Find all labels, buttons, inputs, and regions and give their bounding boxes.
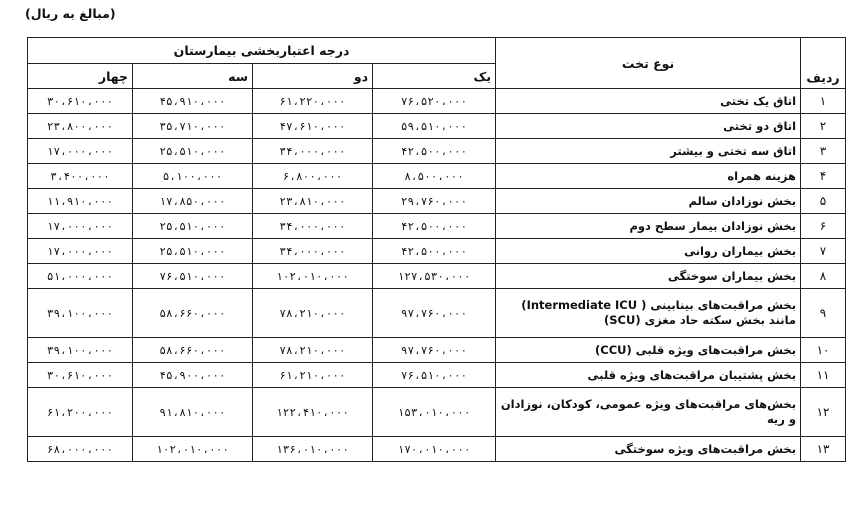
grade-one-price: ۲۹،۷۶۰،۰۰۰ — [373, 189, 496, 214]
grade-four-price: ۳۰،۶۱۰،۰۰۰ — [28, 89, 133, 114]
table-row — [28, 189, 846, 214]
grade-one-price: ۸،۵۰۰،۰۰۰ — [373, 164, 496, 189]
bed-type-cell: بخش نوزادان بیمار سطح دوم — [496, 214, 801, 239]
row-number: ۱۰ — [801, 338, 846, 363]
bed-type-cell: بخش مراقبت‌های ویژه قلبی (CCU) — [496, 338, 801, 363]
table-row — [28, 264, 846, 289]
grade-three-price: ۵۸،۶۶۰،۰۰۰ — [133, 289, 253, 338]
bed-type-cell: اتاق دو تختی — [496, 114, 801, 139]
bed-type-cell: بخش پشتیبان مراقبت‌های ویژه قلبی — [496, 363, 801, 388]
grade-three-price: ۴۵،۹۱۰،۰۰۰ — [133, 89, 253, 114]
row-number: ۱۳ — [801, 437, 846, 462]
grade-two-price: ۳۴،۰۰۰،۰۰۰ — [253, 139, 373, 164]
table-row — [28, 139, 846, 164]
row-number: ۶ — [801, 214, 846, 239]
bed-type-cell: اتاق یک تختی — [496, 89, 801, 114]
grade-two-price: ۴۷،۶۱۰،۰۰۰ — [253, 114, 373, 139]
grade-three-price: ۱۷،۸۵۰،۰۰۰ — [133, 189, 253, 214]
table-row — [28, 289, 846, 338]
grade-two-price: ۳۴،۰۰۰،۰۰۰ — [253, 214, 373, 239]
grade-one-price: ۱۷۰،۰۱۰،۰۰۰ — [373, 437, 496, 462]
grade-four-price: ۶۸،۰۰۰،۰۰۰ — [28, 437, 133, 462]
grade-three-price: ۱۰۲،۰۱۰،۰۰۰ — [133, 437, 253, 462]
grade-one-price: ۱۵۳،۰۱۰،۰۰۰ — [373, 388, 496, 437]
amounts-unit-note: (مبالغ به ریال) — [25, 6, 116, 21]
bed-type-cell: بخش مراقبت‌های بینابینی ( Intermediate ICU) مانند بخش سکته حاد مغزی (SCU) — [496, 289, 801, 338]
grade-four-price: ۳۰،۶۱۰،۰۰۰ — [28, 363, 133, 388]
row-number: ۱ — [801, 89, 846, 114]
row-number-header: ردیف — [801, 38, 846, 89]
grade-two-price: ۷۸،۲۱۰،۰۰۰ — [253, 338, 373, 363]
table-row — [28, 388, 846, 437]
bed-tariff-table — [27, 37, 846, 462]
grade-four-price: ۳،۴۰۰،۰۰۰ — [28, 164, 133, 189]
grade-three-price: ۲۵،۵۱۰،۰۰۰ — [133, 214, 253, 239]
grade-one-price: ۴۲،۵۰۰،۰۰۰ — [373, 239, 496, 264]
table-row — [28, 338, 846, 363]
bed-type-cell: اتاق سه تختی و بیشتر — [496, 139, 801, 164]
table-body — [28, 89, 846, 462]
row-number: ۱۲ — [801, 388, 846, 437]
grade-one-price: ۹۷،۷۶۰،۰۰۰ — [373, 338, 496, 363]
grade-three-price: ۷۶،۵۱۰،۰۰۰ — [133, 264, 253, 289]
bed-type-cell: بخش بیماران سوختگی — [496, 264, 801, 289]
grade-three-price: ۵۸،۶۶۰،۰۰۰ — [133, 338, 253, 363]
grade-four-header: چهار — [28, 64, 133, 89]
grade-one-header: یک — [373, 64, 496, 89]
grade-one-price: ۴۲،۵۰۰،۰۰۰ — [373, 139, 496, 164]
row-number: ۷ — [801, 239, 846, 264]
table-row — [28, 437, 846, 462]
grade-one-price: ۵۹،۵۱۰،۰۰۰ — [373, 114, 496, 139]
table-row — [28, 114, 846, 139]
row-number: ۵ — [801, 189, 846, 214]
grade-two-price: ۶۱،۲۲۰،۰۰۰ — [253, 89, 373, 114]
bed-type-header: نوع تخت — [496, 38, 801, 89]
bed-type-cell: بخش‌های مراقبت‌های ویژه عمومی، کودکان، نوزادان و ریه — [496, 388, 801, 437]
grade-two-price: ۱۳۶،۰۱۰،۰۰۰ — [253, 437, 373, 462]
bed-type-cell: بخش بیماران روانی — [496, 239, 801, 264]
grade-three-price: ۲۵،۵۱۰،۰۰۰ — [133, 139, 253, 164]
grade-three-price: ۵،۱۰۰،۰۰۰ — [133, 164, 253, 189]
grade-four-price: ۵۱،۰۰۰،۰۰۰ — [28, 264, 133, 289]
bed-type-cell: هزینه همراه — [496, 164, 801, 189]
grade-one-price: ۹۷،۷۶۰،۰۰۰ — [373, 289, 496, 338]
grade-two-price: ۲۳،۸۱۰،۰۰۰ — [253, 189, 373, 214]
grade-four-price: ۳۹،۱۰۰،۰۰۰ — [28, 289, 133, 338]
grade-four-price: ۱۷،۰۰۰،۰۰۰ — [28, 239, 133, 264]
bed-type-cell: بخش نوزادان سالم — [496, 189, 801, 214]
row-number: ۲ — [801, 114, 846, 139]
grade-four-price: ۱۱،۹۱۰،۰۰۰ — [28, 189, 133, 214]
grade-four-price: ۱۷،۰۰۰،۰۰۰ — [28, 214, 133, 239]
grade-one-price: ۷۶،۵۱۰،۰۰۰ — [373, 363, 496, 388]
table-row — [28, 363, 846, 388]
row-number: ۳ — [801, 139, 846, 164]
grade-three-price: ۲۵،۵۱۰،۰۰۰ — [133, 239, 253, 264]
grade-two-price: ۱۲۲،۴۱۰،۰۰۰ — [253, 388, 373, 437]
grade-one-price: ۴۲،۵۰۰،۰۰۰ — [373, 214, 496, 239]
row-number: ۱۱ — [801, 363, 846, 388]
grade-one-price: ۱۲۷،۵۳۰،۰۰۰ — [373, 264, 496, 289]
grade-four-price: ۳۹،۱۰۰،۰۰۰ — [28, 338, 133, 363]
row-number: ۴ — [801, 164, 846, 189]
grade-two-price: ۶۱،۲۱۰،۰۰۰ — [253, 363, 373, 388]
row-number: ۸ — [801, 264, 846, 289]
table-row — [28, 164, 846, 189]
table-row — [28, 239, 846, 264]
grade-two-price: ۳۴،۰۰۰،۰۰۰ — [253, 239, 373, 264]
grade-two-price: ۱۰۲،۰۱۰،۰۰۰ — [253, 264, 373, 289]
grade-two-price: ۷۸،۲۱۰،۰۰۰ — [253, 289, 373, 338]
table-row — [28, 214, 846, 239]
grade-three-price: ۳۵،۷۱۰،۰۰۰ — [133, 114, 253, 139]
table-row — [28, 89, 846, 114]
grade-three-price: ۴۵،۹۰۰،۰۰۰ — [133, 363, 253, 388]
grade-two-header: دو — [253, 64, 373, 89]
grade-four-price: ۲۳،۸۰۰،۰۰۰ — [28, 114, 133, 139]
bed-type-cell: بخش مراقبت‌های ویژه سوختگی — [496, 437, 801, 462]
row-number: ۹ — [801, 289, 846, 338]
accreditation-grade-header: درجه اعتباربخشی بیمارستان — [28, 38, 496, 64]
grade-four-price: ۶۱،۲۰۰،۰۰۰ — [28, 388, 133, 437]
grade-two-price: ۶،۸۰۰،۰۰۰ — [253, 164, 373, 189]
grade-three-price: ۹۱،۸۱۰،۰۰۰ — [133, 388, 253, 437]
grade-four-price: ۱۷،۰۰۰،۰۰۰ — [28, 139, 133, 164]
grade-one-price: ۷۶،۵۲۰،۰۰۰ — [373, 89, 496, 114]
grade-three-header: سه — [133, 64, 253, 89]
